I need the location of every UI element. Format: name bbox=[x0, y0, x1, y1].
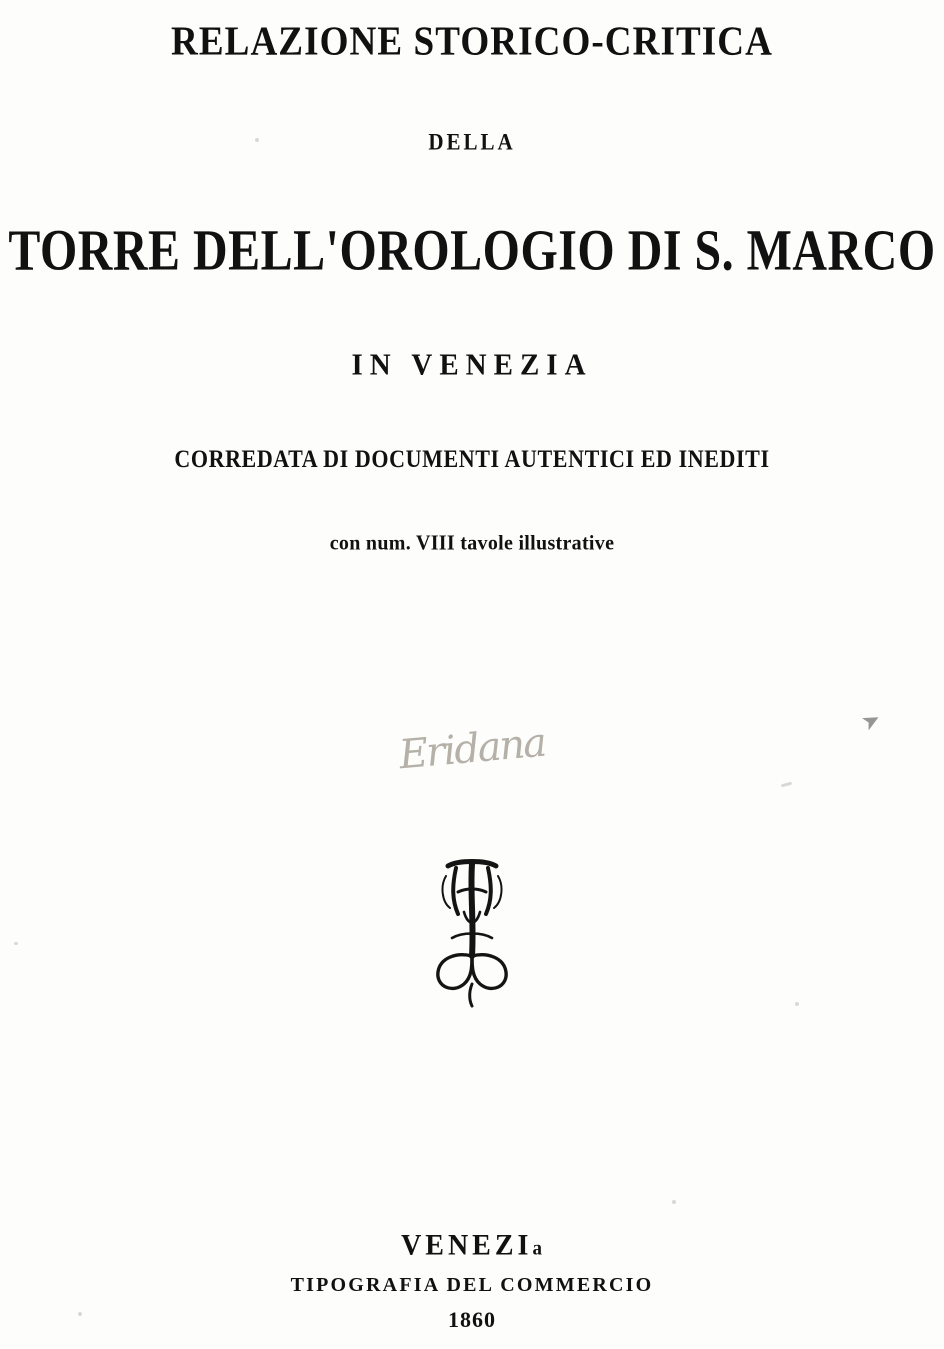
imprint-year: 1860 bbox=[448, 1307, 496, 1332]
handwritten-inscription: Eridana bbox=[397, 719, 547, 779]
title-della: DELLA bbox=[428, 129, 516, 155]
title-subject: TORRE DELL'OROLOGIO DI S. MARCO bbox=[8, 218, 936, 284]
imprint-block bbox=[0, 1230, 944, 1333]
title-subtitle: CORREDATA DI DOCUMENTI AUTENTICI ED INEDITI bbox=[174, 444, 770, 473]
paper-speck bbox=[781, 782, 792, 788]
paper-speck bbox=[672, 1200, 676, 1204]
imprint-press: TIPOGRAFIA DEL COMMERCIO bbox=[290, 1274, 654, 1296]
imprint-city bbox=[0, 1229, 944, 1263]
title-plates-note: con num. VIII tavole illustrative bbox=[329, 531, 615, 555]
imprint-city-text: VENEZI bbox=[401, 1229, 533, 1262]
main-title: RELAZIONE STORICO-CRITICA bbox=[170, 18, 774, 65]
printers-monogram-ornament bbox=[0, 852, 944, 1012]
margin-ink-mark: ➤ bbox=[856, 705, 885, 736]
title-block bbox=[0, 0, 944, 555]
imprint-city-suffix: a bbox=[532, 1237, 543, 1260]
title-place: IN VENEZIA bbox=[351, 348, 593, 382]
